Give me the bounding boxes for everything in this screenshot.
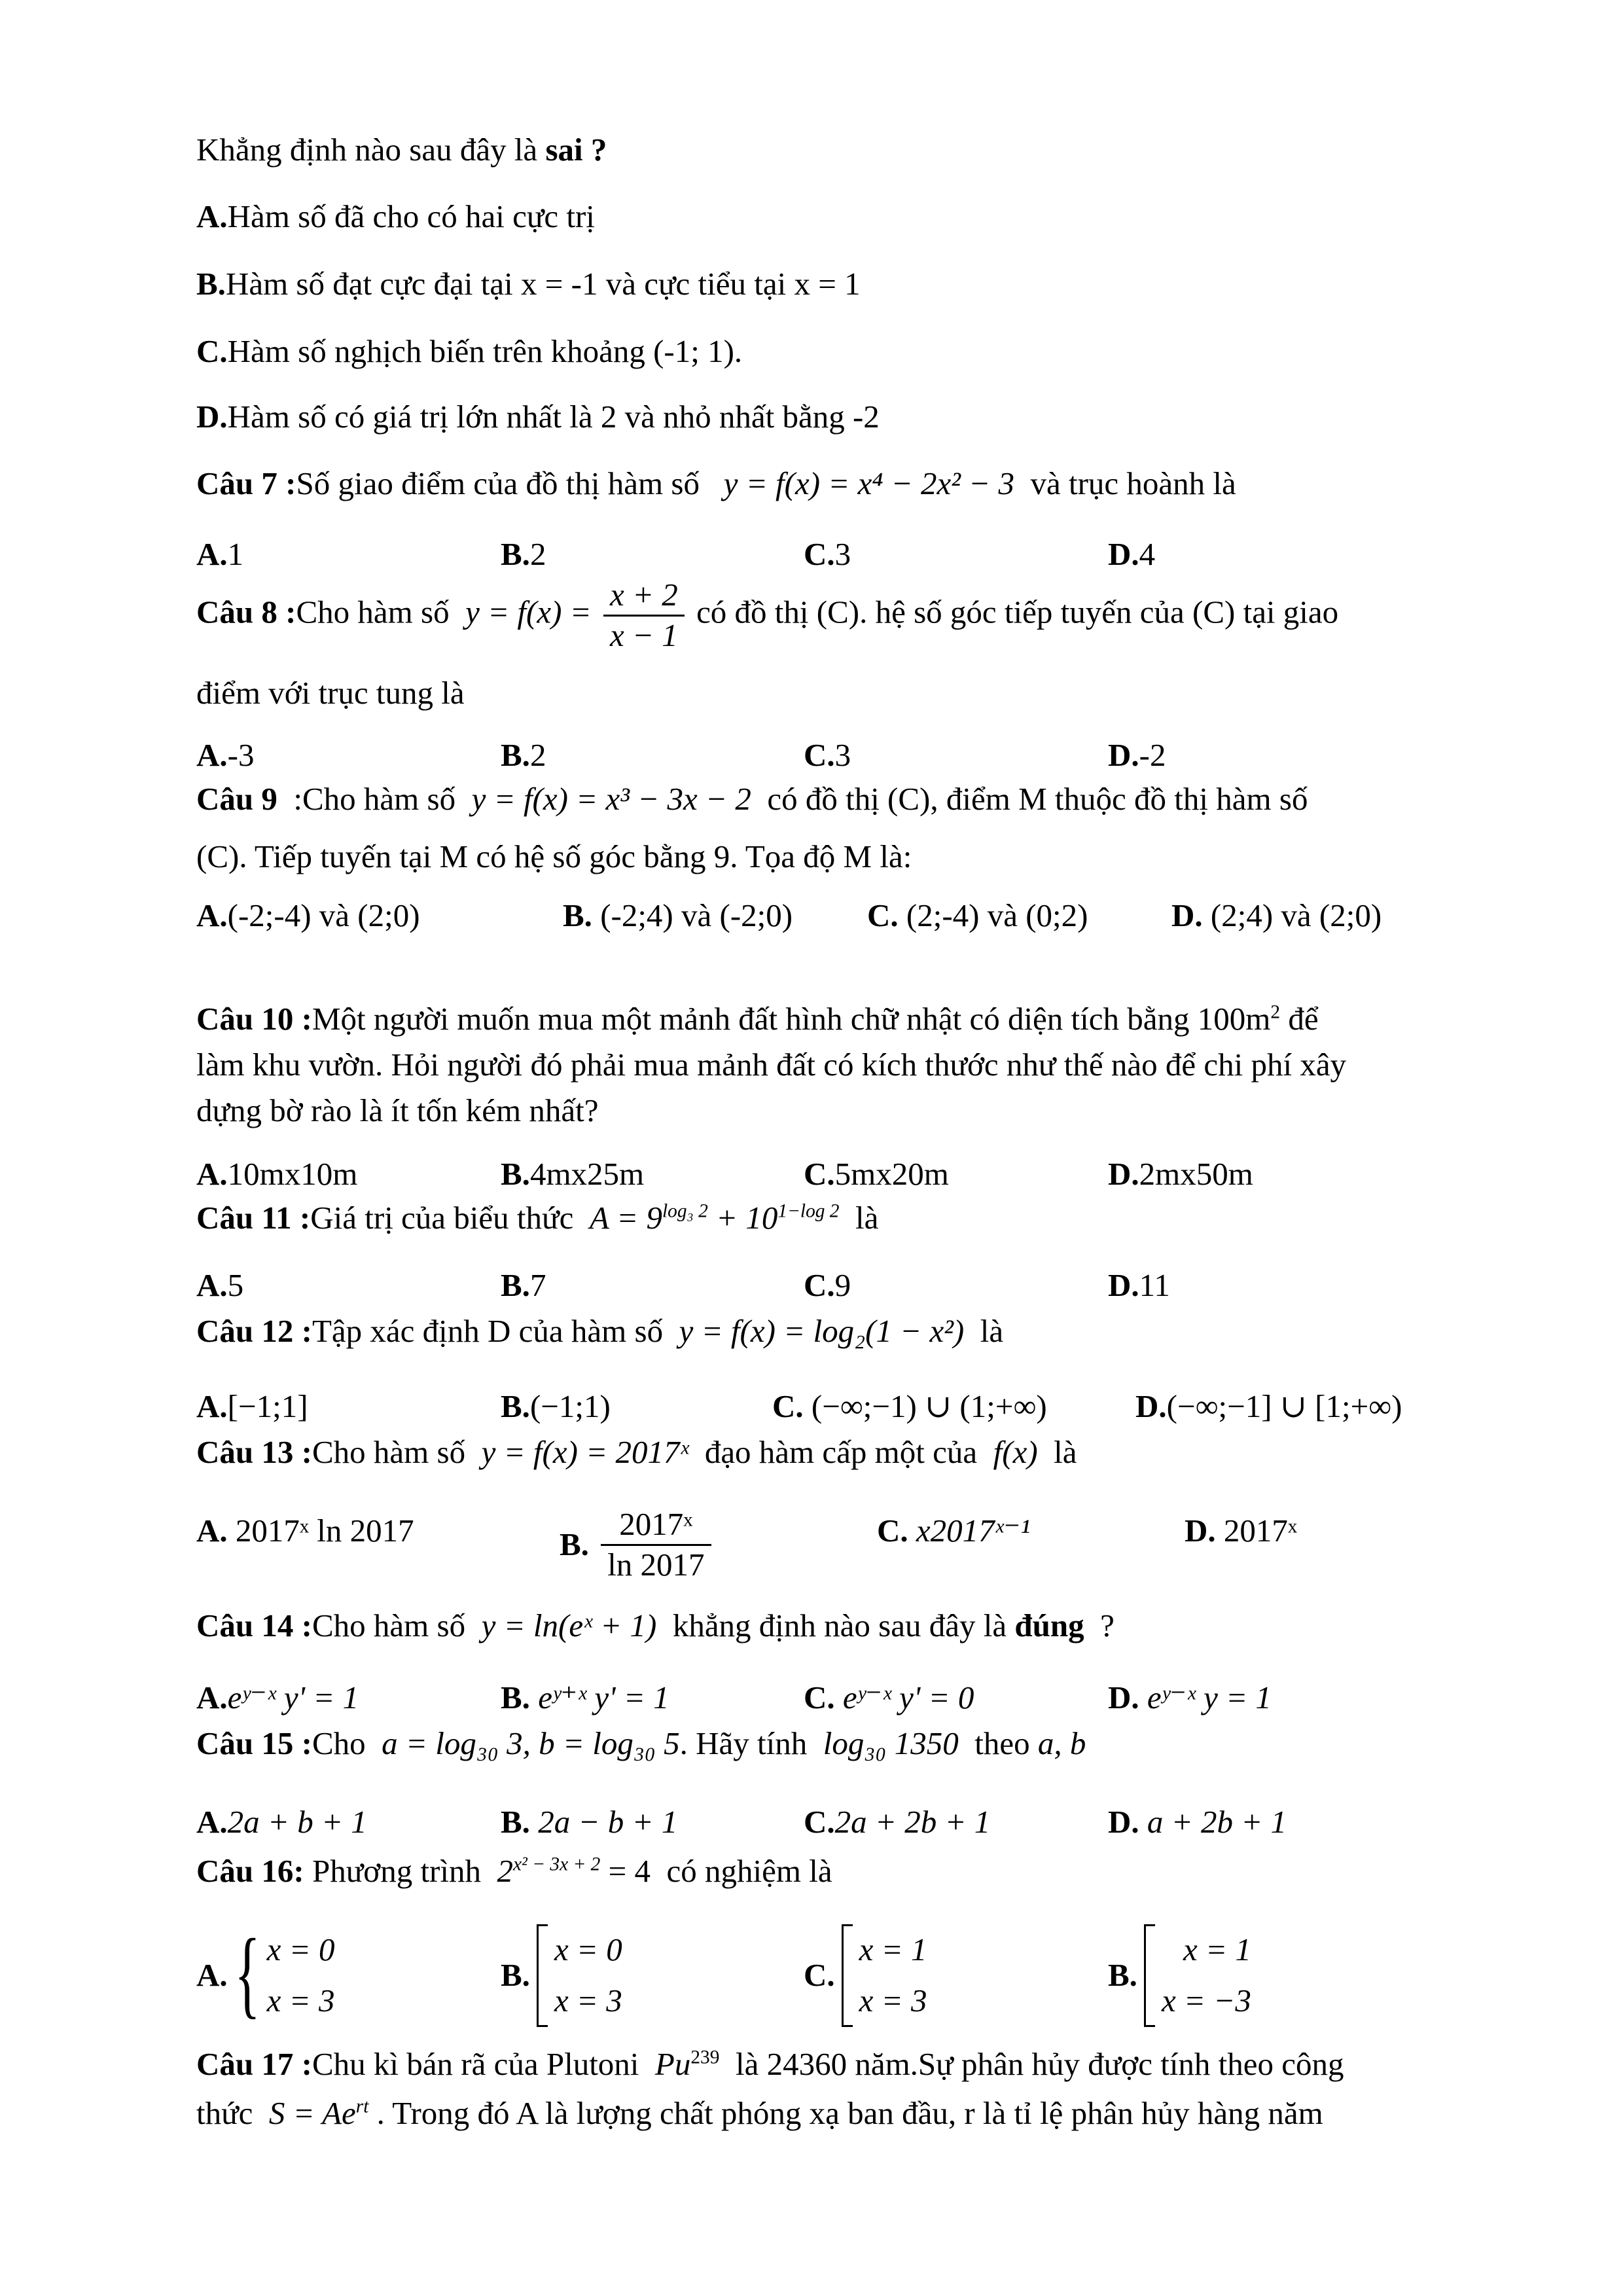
q8-fraction: $\frac{x + 2}{x - 1}$ [603, 576, 685, 655]
q9-option-b: B. (-2;4) và (-2;0) [563, 897, 793, 933]
intro-option-a: A.Hàm số đã cho có hai cực trị [196, 198, 595, 234]
question-15: Câu 15 :Cho a = log₃₀ 3, b = log₃₀ 5. Hãy tính log₃₀ 1350 theo a, b [196, 1725, 1086, 1761]
bracket-icon [842, 1924, 853, 2027]
q9-formula: y = f(x) = x³ − 3x − 2 [471, 781, 751, 817]
q15-option-b: B. 2a − b + 1 [501, 1804, 678, 1840]
q16-option-a: A. { x = 0 x = 3 [196, 1919, 335, 2028]
question-8: Câu 8 :Cho hàm số y = f(x) = $\frac{x + 2}{x - 1}$ có đồ thị (C). hệ số góc tiếp tuyến của (C) tại giao [196, 576, 1338, 655]
q9-option-d: D. (2;4) và (2;0) [1171, 897, 1382, 933]
q14-option-c: C. eʸ⁻ˣ y' = 0 [804, 1679, 974, 1715]
q15-option-a: A.2a + b + 1 [196, 1804, 367, 1840]
intro-option-d: D.Hàm số có giá trị lớn nhất là 2 và nhỏ nhất bằng -2 [196, 399, 880, 435]
q13-option-d: D. 2017ˣ [1185, 1513, 1298, 1549]
question-16: Câu 16: Phương trình $2^{x^2 - 3x + 2} = 4$ có nghiệm là [196, 1853, 832, 1889]
question-9: Câu 9 :Cho hàm số y = f(x) = x³ − 3x − 2 có đồ thị (C), điểm M thuộc đồ thị hàm số [196, 781, 1308, 817]
q10-line-3: dựng bờ rào là ít tốn kém nhất? [196, 1092, 599, 1128]
q15-option-d: D. a + 2b + 1 [1108, 1804, 1287, 1840]
q16-option-b: B. x = 0 x = 3 [501, 1924, 622, 2027]
q12-option-d: D.(−∞;−1] ∪ [1;+∞) [1135, 1388, 1402, 1424]
q14-option-b: B. eʸ⁺ˣ y' = 1 [501, 1679, 669, 1715]
q13-option-b: B. $\frac{\text{2017ˣ}}{\ln 2017}$ [560, 1505, 715, 1585]
question-12: Câu 12 :Tập xác định D của hàm số y = f(x) = log₂(1 − x²) là [196, 1313, 1004, 1349]
q11-option-d: D.11 [1108, 1267, 1170, 1303]
q7-option-c: C.3 [804, 536, 851, 572]
q8-option-d: D.-2 [1108, 737, 1166, 773]
q10-option-c: C.5mx20m [804, 1156, 949, 1192]
bracket-icon [1144, 1924, 1155, 2027]
q17-line-2: thức $S = Ae^{rt}$ . Trong đó A là lượng chất phóng xạ ban đầu, r là tỉ lệ phân hủy hàng năm [196, 2095, 1323, 2131]
q13-option-b-fraction: $\frac{\text{2017ˣ}}{\ln 2017}$ [601, 1505, 711, 1585]
intro-option-c: C.Hàm số nghịch biến trên khoảng (-1; 1). [196, 333, 743, 369]
question-17: Câu 17 :Chu kì bán rã của Plutoni Pu$^{239}$ là 24360 năm.Sự phân hủy được tính theo công [196, 2046, 1344, 2082]
brace-icon: { [234, 1919, 260, 2028]
q10-line-2: làm khu vườn. Hỏi người đó phải mua mảnh đất có kích thước như thế nào để chi phí xây [196, 1047, 1347, 1083]
intro-option-b: B.Hàm số đạt cực đại tại x = -1 và cực tiểu tại x = 1 [196, 266, 861, 302]
q10-option-d: D.2mx50m [1108, 1156, 1253, 1192]
q7-option-a: A.1 [196, 536, 244, 572]
q11-option-a: A.5 [196, 1267, 244, 1303]
q12-option-b: B.(−1;1) [501, 1388, 611, 1424]
q14-option-a: A.eʸ⁻ˣ y' = 1 [196, 1679, 359, 1715]
q7-option-b: B.2 [501, 536, 546, 572]
question-13: Câu 13 :Cho hàm số y = f(x) = 2017ˣ đạo hàm cấp một của f(x) là [196, 1434, 1077, 1470]
q14-option-d: D. eʸ⁻ˣ y = 1 [1108, 1679, 1272, 1715]
question-7: Câu 7 :Số giao điểm của đồ thị hàm số y = f(x) = x⁴ − 2x² − 3 và trục hoành là [196, 465, 1236, 501]
intro-prompt: Khẳng định nào sau đây là sai ? [196, 132, 607, 168]
q16-option-d: B. x = 1 x = −3 [1108, 1924, 1251, 2027]
question-10: Câu 10 :Một người muốn mua một mảnh đất hình chữ nhật có diện tích bằng $100m^2$ để [196, 1001, 1319, 1037]
q13-option-a: A. 2017ˣ ln 2017 [196, 1513, 414, 1549]
q8-option-c: C.3 [804, 737, 851, 773]
question-14: Câu 14 :Cho hàm số y = ln(eˣ + 1) khẳng định nào sau đây là đúng ? [196, 1607, 1115, 1643]
q8-option-a: A.-3 [196, 737, 255, 773]
q7-option-d: D.4 [1108, 536, 1156, 572]
q9-option-a: A.(-2;-4) và (2;0) [196, 897, 420, 933]
q12-option-c: C. (−∞;−1) ∪ (1;+∞) [772, 1388, 1047, 1424]
q15-option-c: C.2a + 2b + 1 [804, 1804, 991, 1840]
q9-line-2: (C). Tiếp tuyến tại M có hệ số góc bằng 9. Tọa độ M là: [196, 838, 912, 874]
q7-formula: y = f(x) = x⁴ − 2x² − 3 [723, 465, 1014, 501]
q10-option-b: B.4mx25m [501, 1156, 645, 1192]
q9-option-c: C. (2;-4) và (0;2) [867, 897, 1088, 933]
question-11: Câu 11 :Giá trị của biểu thức $A = 9^{log_3 2} + 10^{1-log 2}$ là [196, 1200, 879, 1236]
bracket-icon [537, 1924, 548, 2027]
q10-option-a: A.10mx10m [196, 1156, 358, 1192]
q8-option-b: B.2 [501, 737, 546, 773]
q11-option-c: C.9 [804, 1267, 851, 1303]
q13-option-c: C. x2017ˣ⁻¹ [877, 1513, 1031, 1549]
q12-option-a: A.[−1;1] [196, 1388, 308, 1424]
q11-option-b: B.7 [501, 1267, 546, 1303]
q16-option-c: C. x = 1 x = 3 [804, 1924, 927, 2027]
intro-prompt-bold: sai ? [545, 132, 607, 168]
q8-line-2: điểm với trục tung là [196, 675, 465, 711]
